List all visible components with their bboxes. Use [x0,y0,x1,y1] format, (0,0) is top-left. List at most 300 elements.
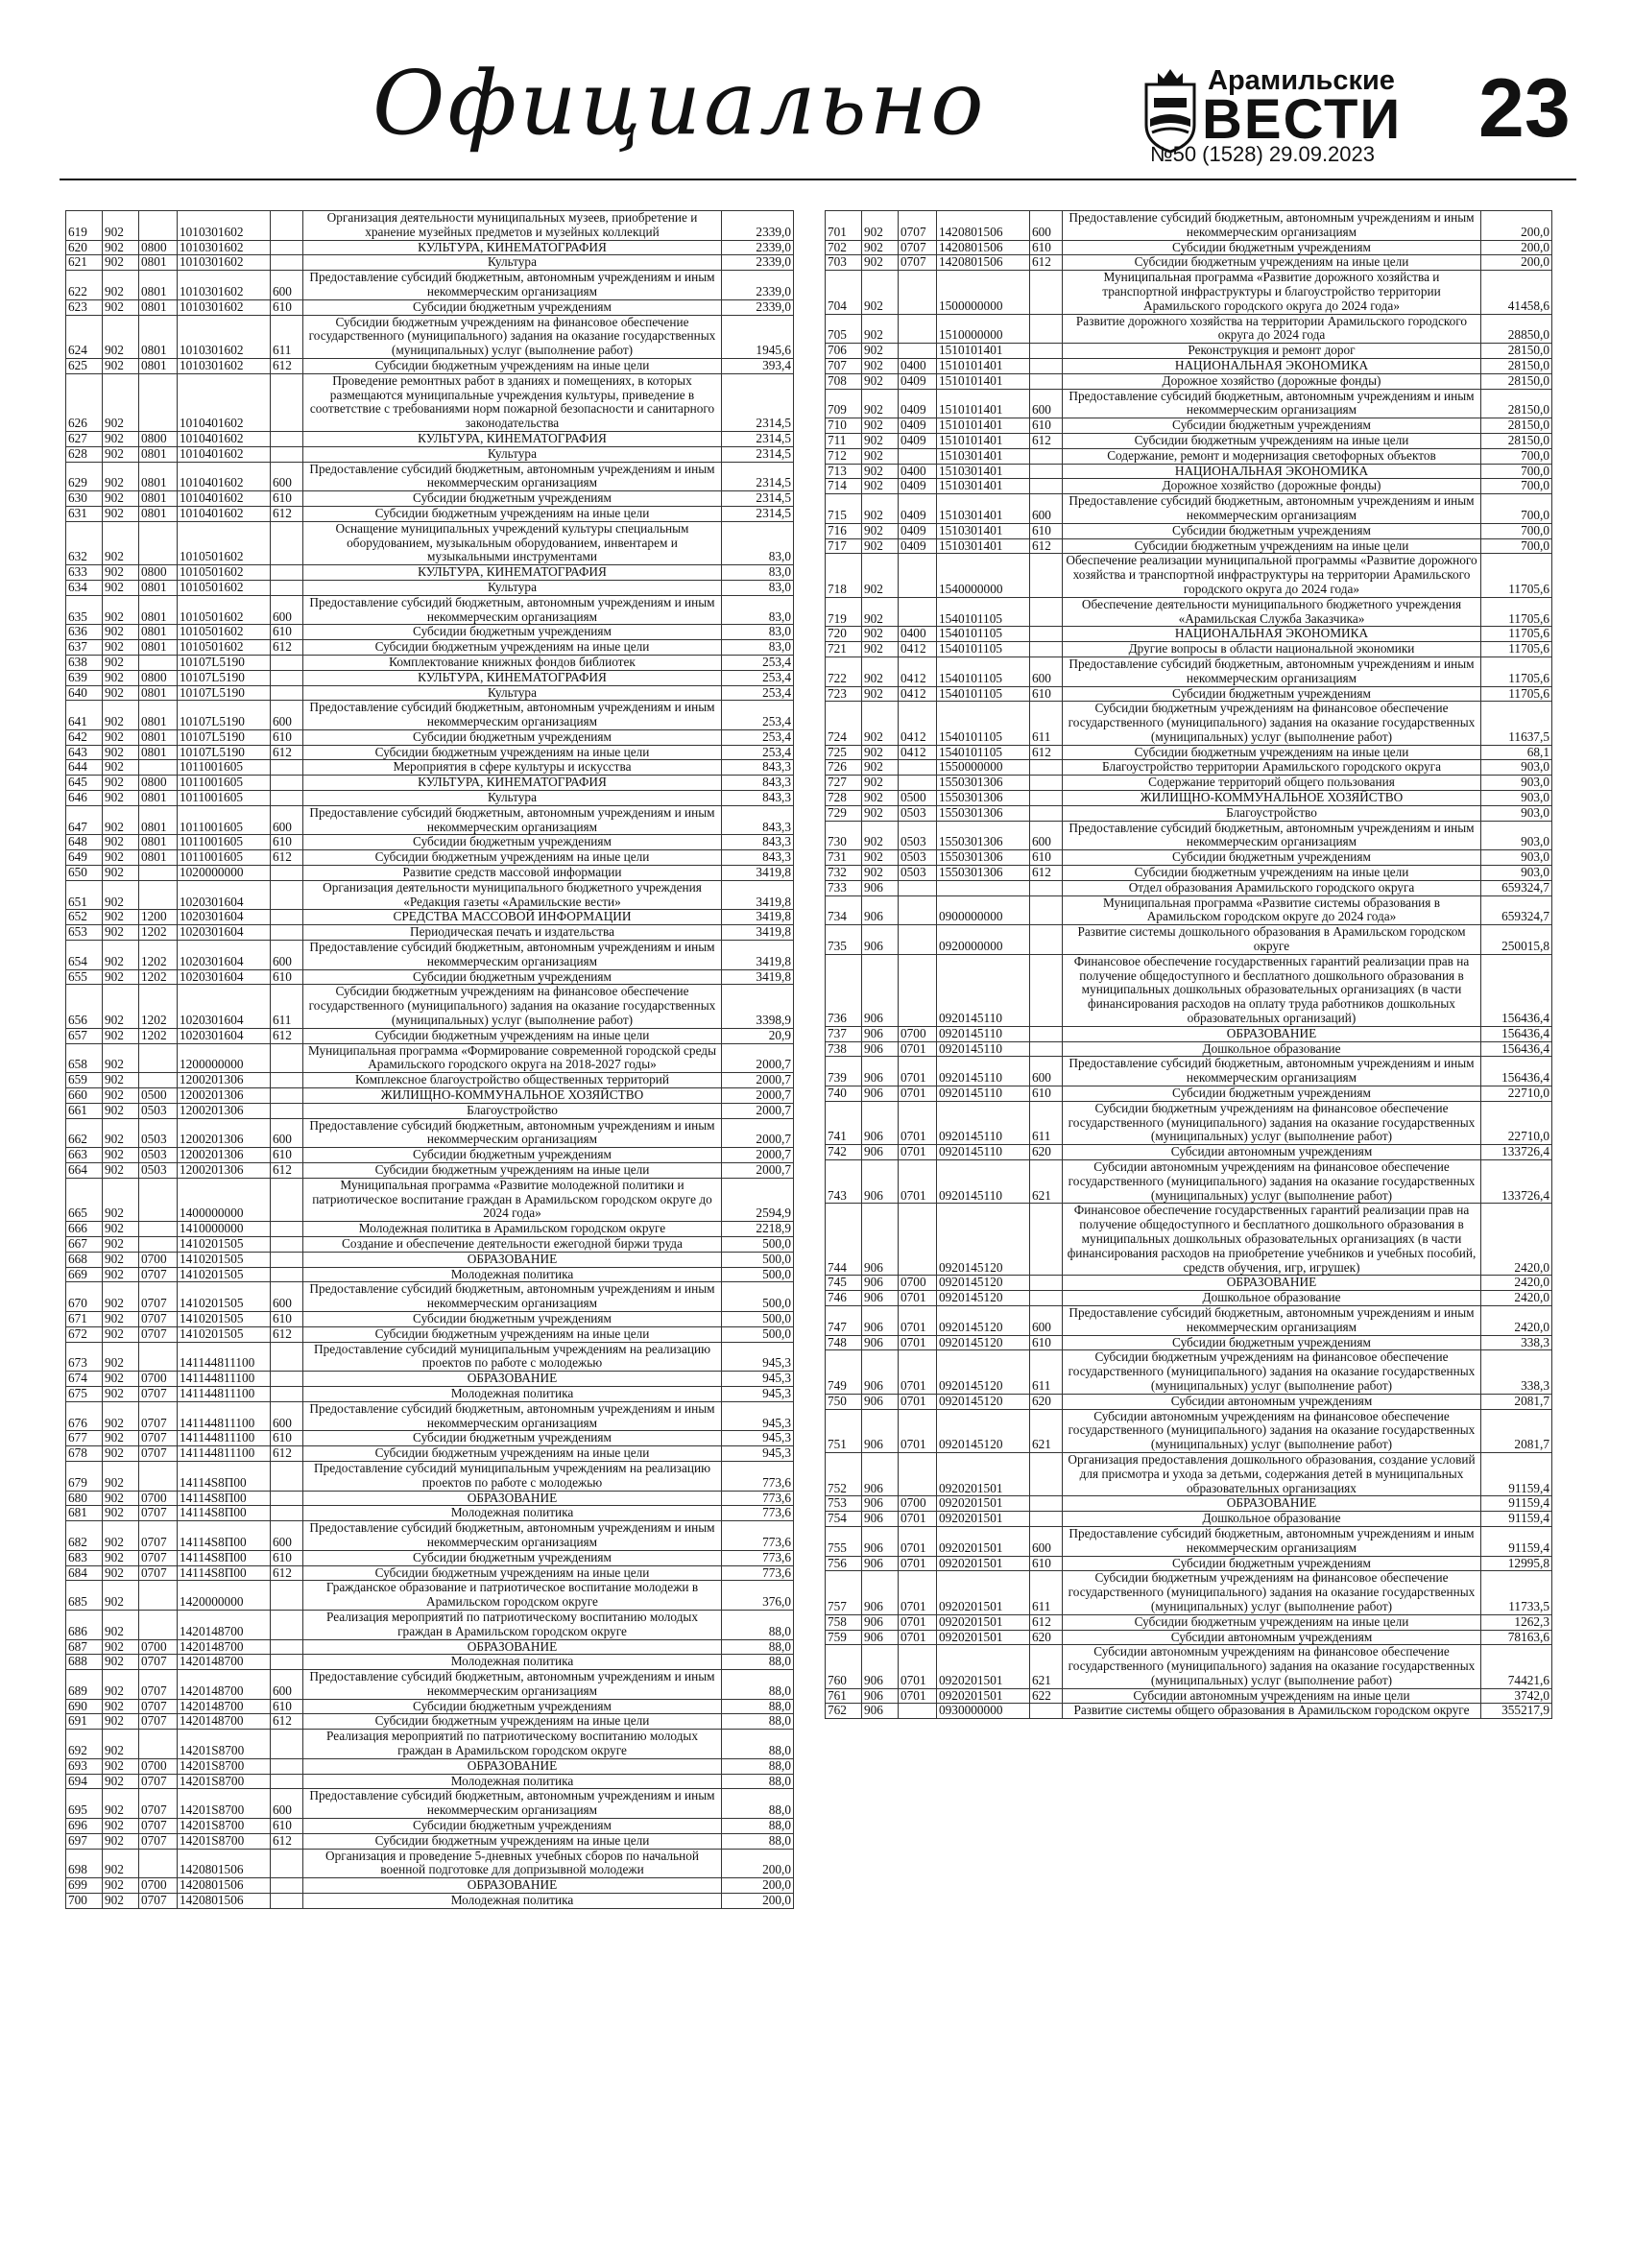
description-cell: Субсидии бюджетным учреждениям на финансовое обеспечение государственного (муниципального) задания на оказание государственных (муниципальных) услуг (выполнение работ) [1063,1571,1481,1614]
header-rule [60,179,1576,180]
table-row [826,954,1552,1026]
expense-type-cell: 600 [1030,211,1063,241]
admin-code-cell: 902 [862,538,899,554]
admin-code-cell: 902 [103,1386,139,1401]
amount-cell: 253,4 [722,685,794,701]
expense-type-cell [271,1372,303,1387]
admin-code-cell: 902 [103,431,139,446]
row-number-cell: 732 [826,866,862,881]
description-cell: Субсидии бюджетным учреждениям [1063,1556,1481,1571]
amount-cell: 843,3 [722,760,794,776]
amount-cell: 91159,4 [1481,1512,1552,1527]
expense-type-cell [1030,1704,1063,1719]
admin-code-cell: 902 [103,1878,139,1894]
admin-code-cell: 902 [862,464,899,479]
amount-cell: 3419,8 [722,910,794,925]
description-cell: Субсидии автономным учреждениям на финансовое обеспечение государственного (муниципального) задания на оказание государственных (муниципальных) услуг (выполнение работ) [1063,1160,1481,1204]
amount-cell: 2218,9 [722,1222,794,1237]
admin-code-cell: 902 [862,776,899,791]
target-article-cell: 0920201501 [937,1614,1030,1630]
table-row [826,1160,1552,1204]
amount-cell: 500,0 [722,1326,794,1342]
section-code-cell: 0707 [139,1446,178,1462]
target-article-cell: 1410201505 [178,1326,271,1342]
admin-code-cell: 902 [103,1043,139,1073]
amount-cell: 2339,0 [722,211,794,241]
expense-type-cell: 610 [271,1148,303,1163]
description-cell: Развитие средств массовой информации [303,866,722,881]
row-number-cell: 639 [66,670,103,685]
table-row [66,211,794,241]
table-row [826,1204,1552,1276]
table-row [826,880,1552,895]
section-code-cell: 0701 [899,1630,937,1645]
description-cell: Субсидии бюджетным учреждениям [303,835,722,850]
admin-code-cell: 906 [862,1276,899,1291]
admin-code-cell: 902 [103,1028,139,1043]
target-article-cell: 0920145120 [937,1335,1030,1350]
target-article-cell: 141144811100 [178,1401,271,1431]
target-article-cell: 1510101401 [937,358,1030,373]
expense-type-cell [271,1088,303,1104]
table-row [826,1041,1552,1057]
admin-code-cell: 906 [862,1086,899,1102]
row-number-cell: 752 [826,1452,862,1495]
section-code-cell: 0412 [899,642,937,657]
expense-type-cell: 612 [1030,433,1063,448]
amount-cell: 253,4 [722,745,794,760]
expense-type-cell: 620 [1030,1394,1063,1409]
section-code-cell: 0701 [899,1291,937,1306]
description-cell: Субсидии автономным учреждениям на иные цели [1063,1688,1481,1704]
target-article-cell: 1420148700 [178,1670,271,1700]
target-article-cell: 1510101401 [937,418,1030,434]
table-row [826,850,1552,866]
amount-cell: 2339,0 [722,299,794,315]
section-code-cell: 0801 [139,729,178,745]
expense-type-cell: 612 [271,640,303,656]
table-row [66,1894,794,1909]
description-cell: Обеспечение реализации муниципальной программы «Развитие дорожного хозяйства и транспортной инфраструктуры на территории Арамильского городского округа до 2024 года» [1063,554,1481,597]
expense-type-cell: 600 [271,941,303,970]
description-cell: Благоустройство [303,1103,722,1118]
amount-cell: 156436,4 [1481,954,1552,1026]
admin-code-cell: 902 [103,1461,139,1491]
table-row [826,776,1552,791]
target-article-cell: 0920145120 [937,1291,1030,1306]
table-row [66,850,794,866]
target-article-cell: 0920201501 [937,1526,1030,1556]
admin-code-cell: 902 [103,1236,139,1252]
target-article-cell: 1540000000 [937,554,1030,597]
description-cell: Субсидии бюджетным учреждениям на иные цели [303,1714,722,1730]
section-code-cell: 0503 [139,1163,178,1179]
amount-cell: 88,0 [722,1789,794,1819]
expense-type-cell [1030,805,1063,821]
description-cell: Субсидии бюджетным учреждениям [303,729,722,745]
target-article-cell: 0930000000 [937,1704,1030,1719]
target-article-cell: 1540101105 [937,597,1030,627]
description-cell: Субсидии бюджетным учреждениям на финансовое обеспечение государственного (муниципального) задания на оказание государственных (муниципальных) услуг (выполнение работ) [1063,1101,1481,1144]
admin-code-cell: 902 [103,805,139,835]
amount-cell: 91159,4 [1481,1452,1552,1495]
admin-code-cell: 902 [862,494,899,524]
section-code-cell: 0700 [899,1026,937,1041]
expense-type-cell [1030,1041,1063,1057]
table-row [826,1409,1552,1452]
description-cell: Молодежная политика в Арамильском городском округе [303,1222,722,1237]
row-number-cell: 736 [826,954,862,1026]
admin-code-cell: 902 [862,373,899,389]
admin-code-cell: 902 [103,1506,139,1521]
row-number-cell: 742 [826,1145,862,1160]
expense-type-cell: 612 [271,1714,303,1730]
target-article-cell: 1550301306 [937,821,1030,850]
target-article-cell: 1420801506 [937,211,1030,241]
row-number-cell: 667 [66,1236,103,1252]
amount-cell: 773,6 [722,1565,794,1581]
target-article-cell: 1420148700 [178,1714,271,1730]
admin-code-cell: 902 [103,1342,139,1372]
target-article-cell: 1020301604 [178,985,271,1028]
section-code-cell [139,1461,178,1491]
row-number-cell: 646 [66,791,103,806]
table-row [66,1849,794,1878]
amount-cell: 700,0 [1481,538,1552,554]
table-row [66,1610,794,1639]
amount-cell: 83,0 [722,580,794,595]
row-number-cell: 712 [826,448,862,464]
amount-cell: 700,0 [1481,494,1552,524]
amount-cell: 3419,8 [722,941,794,970]
description-cell: Культура [303,255,722,271]
table-row [826,1291,1552,1306]
section-code-cell: 0800 [139,670,178,685]
admin-code-cell: 902 [103,760,139,776]
target-article-cell: 1540101105 [937,702,1030,745]
table-row [66,760,794,776]
table-row [826,464,1552,479]
admin-code-cell: 902 [103,1446,139,1462]
row-number-cell: 762 [826,1704,862,1719]
admin-code-cell: 906 [862,1409,899,1452]
description-cell: КУЛЬТУРА, КИНЕМАТОГРАФИЯ [303,565,722,581]
table-row [66,880,794,910]
section-code-cell: 0412 [899,745,937,760]
section-code-cell [899,1452,937,1495]
section-code-cell: 0800 [139,240,178,255]
row-number-cell: 629 [66,462,103,491]
amount-cell: 156436,4 [1481,1057,1552,1086]
description-cell: Предоставление субсидий муниципальным учреждениям на реализацию проектов по работе с молодежью [303,1342,722,1372]
target-article-cell: 0920145110 [937,1041,1030,1057]
section-code-cell: 0800 [139,776,178,791]
admin-code-cell: 906 [862,1101,899,1144]
table-row [826,1086,1552,1102]
admin-code-cell: 902 [103,1252,139,1267]
description-cell: Предоставление субсидий бюджетным, автономным учреждениям и иным некоммерческим организациям [303,1401,722,1431]
section-code-cell [899,597,937,627]
description-cell: Субсидии автономным учреждениям [1063,1145,1481,1160]
admin-code-cell: 902 [862,657,899,686]
row-number-cell: 708 [826,373,862,389]
table-row [66,1401,794,1431]
admin-code-cell: 902 [103,985,139,1028]
expense-type-cell [271,446,303,462]
table-row [66,580,794,595]
expense-type-cell: 621 [1030,1160,1063,1204]
admin-code-cell: 902 [103,373,139,431]
table-row [826,314,1552,344]
row-number-cell: 739 [826,1057,862,1086]
admin-code-cell: 902 [103,1699,139,1714]
section-code-cell: 0412 [899,702,937,745]
admin-code-cell: 902 [103,462,139,491]
target-article-cell: 1540101105 [937,686,1030,702]
target-article-cell: 1550301306 [937,791,1030,806]
amount-cell: 253,4 [722,655,794,670]
table-row [826,1145,1552,1160]
amount-cell: 200,0 [722,1894,794,1909]
amount-cell: 2420,0 [1481,1291,1552,1306]
row-number-cell: 753 [826,1496,862,1512]
row-number-cell: 623 [66,299,103,315]
expense-type-cell [271,1758,303,1774]
description-cell: Субсидии автономным учреждениям [1063,1630,1481,1645]
table-row [66,1073,794,1088]
table-row [826,1350,1552,1394]
admin-code-cell: 902 [103,446,139,462]
amount-cell: 11705,6 [1481,657,1552,686]
section-code-cell: 0707 [139,1774,178,1789]
table-row [66,791,794,806]
section-code-cell [139,1581,178,1611]
target-article-cell: 1400000000 [178,1178,271,1221]
amount-cell: 500,0 [722,1282,794,1312]
expense-type-cell: 600 [271,1282,303,1312]
table-row [826,866,1552,881]
target-article-cell: 0920201501 [937,1645,1030,1688]
description-cell: Субсидии бюджетным учреждениям [303,1431,722,1446]
target-article-cell: 1010501602 [178,565,271,581]
target-article-cell: 1010501602 [178,640,271,656]
table-row [826,1394,1552,1409]
expense-type-cell [271,791,303,806]
admin-code-cell: 906 [862,1452,899,1495]
table-row [66,655,794,670]
amount-cell: 2314,5 [722,506,794,521]
description-cell: ОБРАЗОВАНИЕ [303,1252,722,1267]
target-article-cell: 0920145120 [937,1276,1030,1291]
section-code-cell [139,373,178,431]
description-cell: Предоставление субсидий бюджетным, автономным учреждениям и иным некоммерческим организациям [1063,1305,1481,1335]
description-cell: Предоставление субсидий бюджетным, автономным учреждениям и иным некоммерческим организациям [303,595,722,625]
amount-cell: 903,0 [1481,760,1552,776]
description-cell: Финансовое обеспечение государственных гарантий реализации прав на получение общедоступного и бесплатного дошкольного образования в муниципальных дошкольных образовательных организациях (в части финансирования расходов на оплату труда работников дошкольных образовательных организаций) [1063,954,1481,1026]
expense-type-cell: 612 [271,850,303,866]
target-article-cell: 1010501602 [178,595,271,625]
expense-type-cell: 610 [1030,1086,1063,1102]
table-row [66,1342,794,1372]
masthead [0,0,1633,192]
amount-cell: 945,3 [722,1446,794,1462]
amount-cell: 2000,7 [722,1118,794,1148]
row-number-cell: 666 [66,1222,103,1237]
section-code-cell: 0409 [899,523,937,538]
admin-code-cell: 906 [862,1688,899,1704]
admin-code-cell: 902 [862,745,899,760]
description-cell: ЖИЛИЩНО-КОММУНАЛЬНОЕ ХОЗЯЙСТВО [1063,791,1481,806]
admin-code-cell: 906 [862,1526,899,1556]
table-row [66,1311,794,1326]
section-code-cell [139,866,178,881]
table-row [66,1730,794,1759]
row-number-cell: 698 [66,1849,103,1878]
table-row [66,1714,794,1730]
description-cell: Предоставление субсидий бюджетным, автономным учреждениям и иным некоммерческим организациям [303,701,722,730]
section-code-cell: 0503 [899,805,937,821]
description-cell: Муниципальная программа «Развитие системы образования в Арамильском городском округе до 2024 года» [1063,895,1481,925]
expense-type-cell: 600 [1030,657,1063,686]
amount-cell: 3419,8 [722,880,794,910]
row-number-cell: 710 [826,418,862,434]
table-row [66,373,794,431]
table-row [826,925,1552,955]
section-code-cell: 0801 [139,506,178,521]
admin-code-cell: 902 [103,565,139,581]
expense-type-cell [271,760,303,776]
expense-type-cell: 600 [271,1521,303,1551]
amount-cell: 156436,4 [1481,1026,1552,1041]
expense-type-cell: 612 [1030,866,1063,881]
target-article-cell: 1510301401 [937,479,1030,494]
section-code-cell: 0801 [139,299,178,315]
table-row [66,985,794,1028]
expense-type-cell [1030,344,1063,359]
section-code-cell [899,895,937,925]
row-number-cell: 644 [66,760,103,776]
expense-type-cell [271,1103,303,1118]
target-article-cell: 1020301604 [178,925,271,941]
table-row [66,1252,794,1267]
table-row [66,1088,794,1104]
amount-cell: 200,0 [1481,211,1552,241]
expense-type-cell: 600 [271,805,303,835]
section-code-cell [139,1342,178,1372]
target-article-cell: 0920201501 [937,1571,1030,1614]
admin-code-cell: 902 [103,1222,139,1237]
section-code-cell: 1202 [139,925,178,941]
description-cell: КУЛЬТУРА, КИНЕМАТОГРАФИЯ [303,776,722,791]
section-code-cell [899,776,937,791]
row-number-cell: 633 [66,565,103,581]
expense-type-cell: 610 [271,299,303,315]
expense-type-cell: 610 [1030,1335,1063,1350]
amount-cell: 88,0 [722,1758,794,1774]
expense-type-cell: 610 [271,1431,303,1446]
section-code-cell: 1200 [139,910,178,925]
amount-cell: 903,0 [1481,791,1552,806]
row-number-cell: 701 [826,211,862,241]
amount-cell: 2081,7 [1481,1409,1552,1452]
row-number-cell: 649 [66,850,103,866]
expense-type-cell: 600 [271,595,303,625]
section-code-cell: 0701 [899,1409,937,1452]
expense-type-cell: 612 [271,1163,303,1179]
section-code-cell: 0801 [139,685,178,701]
target-article-cell: 141144811100 [178,1372,271,1387]
admin-code-cell: 902 [862,627,899,642]
target-article-cell: 1010401602 [178,506,271,521]
table-row [66,1236,794,1252]
section-code-cell: 0801 [139,850,178,866]
description-cell: Создание и обеспечение деятельности ежегодной биржи труда [303,1236,722,1252]
target-article-cell: 1410201505 [178,1267,271,1282]
description-cell: Организация деятельности муниципальных музеев, приобретение и хранение музейных предметов и музейных коллекций [303,211,722,241]
admin-code-cell: 902 [862,433,899,448]
target-article-cell: 1010501602 [178,625,271,640]
section-code-cell: 0400 [899,464,937,479]
section-code-cell: 0503 [139,1103,178,1118]
amount-cell: 2339,0 [722,255,794,271]
brand-main: ВЕСТИ [1202,88,1403,151]
row-number-cell: 699 [66,1878,103,1894]
table-row [826,240,1552,255]
table-row [66,1372,794,1387]
expense-type-cell: 611 [1030,1350,1063,1394]
description-cell: КУЛЬТУРА, КИНЕМАТОГРАФИЯ [303,431,722,446]
target-article-cell: 1420801506 [937,240,1030,255]
amount-cell: 88,0 [722,1639,794,1655]
section-code-cell: 0500 [139,1088,178,1104]
amount-cell: 253,4 [722,701,794,730]
section-code-cell: 0412 [899,657,937,686]
section-code-cell: 0701 [899,1526,937,1556]
section-code-cell: 0707 [139,1386,178,1401]
expense-type-cell [1030,895,1063,925]
description-cell: Субсидии бюджетным учреждениям [303,1699,722,1714]
target-article-cell: 1420148700 [178,1655,271,1670]
table-row [66,255,794,271]
section-code-cell: 0801 [139,358,178,373]
target-article-cell: 0920145110 [937,1057,1030,1086]
description-cell: Культура [303,580,722,595]
table-row [66,1655,794,1670]
admin-code-cell: 902 [862,240,899,255]
description-cell: НАЦИОНАЛЬНАЯ ЭКОНОМИКА [1063,464,1481,479]
expense-type-cell [1030,627,1063,642]
description-cell: Дошкольное образование [1063,1291,1481,1306]
description-cell: Молодежная политика [303,1506,722,1521]
table-row [66,1878,794,1894]
target-article-cell: 1510101401 [937,433,1030,448]
description-cell: Муниципальная программа «Развитие молодежной политики и патриотическое воспитание граждан в Арамильском городском округе до 2024 года» [303,1178,722,1221]
target-article-cell: 1010301602 [178,271,271,300]
admin-code-cell: 902 [103,1311,139,1326]
row-number-cell: 687 [66,1639,103,1655]
target-article-cell: 10107L5190 [178,670,271,685]
admin-code-cell: 906 [862,1350,899,1394]
table-row [66,1148,794,1163]
target-article-cell [937,880,1030,895]
admin-code-cell: 902 [862,523,899,538]
amount-cell: 2081,7 [1481,1394,1552,1409]
expense-type-cell [271,1774,303,1789]
section-code-cell: 0400 [899,627,937,642]
target-article-cell: 1010501602 [178,580,271,595]
amount-cell: 28150,0 [1481,344,1552,359]
table-row [66,1565,794,1581]
